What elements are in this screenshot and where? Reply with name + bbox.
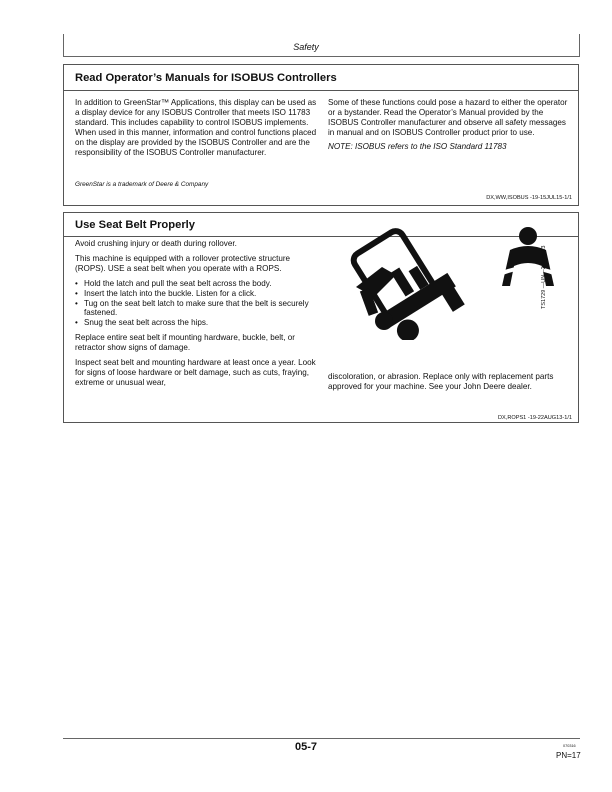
note: NOTE: ISOBUS refers to the ISO Standard 11783	[328, 141, 507, 151]
doc-id: DX,WW,ISOBUS -19-15JUL15-1/1	[486, 195, 572, 201]
page-number: 05-7	[294, 741, 318, 753]
body-paragraph: Some of these functions could pose a hazard to either the operator or a bystander. Read the Operator’s Manual provided by the ISOBUS Controller manufacturer and observe all safety messages in manual and on ISOBUS Controller product prior to use.	[328, 98, 568, 137]
body-paragraph: discoloration, or abrasion. Replace only with replacement parts approved for your machine. See your John Deere dealer.	[328, 372, 554, 391]
body-paragraph: Avoid crushing injury or death during rollover.	[75, 239, 237, 248]
header-rule-bottom	[63, 56, 580, 57]
figure-id: TS1729 —UN—24MAY13	[541, 245, 547, 309]
isobus-safety-block	[63, 64, 579, 206]
title-rule	[64, 90, 578, 91]
trademark-note: GreenStar is a trademark of Deere & Company	[75, 181, 209, 188]
left-column	[75, 98, 321, 157]
left-column	[75, 239, 321, 393]
bullet-item: • Snug the seat belt across the hips.	[75, 318, 321, 328]
footer-code: 070316	[563, 744, 576, 748]
bullet-item: • Hold the latch and pull the seat belt across the body.	[75, 279, 321, 289]
pn-label: PN=17	[556, 751, 581, 760]
running-head: Safety	[293, 42, 319, 52]
bullet-item: • Insert the latch into the buckle. Listen for a click.	[75, 289, 321, 299]
bullet-item: • Tug on the seat belt latch to make sure that the belt is securely fastened.	[75, 299, 321, 319]
seat-belt-icon	[496, 226, 561, 301]
right-column	[328, 372, 574, 392]
rollover-hazard-illustration	[344, 225, 474, 340]
doc-id: DX,ROPS1 -19-22AUG13-1/1	[498, 415, 572, 421]
footer-rule	[63, 738, 580, 739]
body-paragraph: This machine is equipped with a rollover protective structure (ROPS). USE a seat belt when you operate with a ROPS.	[75, 253, 291, 273]
section-title: Read Operator’s Manuals for ISOBUS Controllers	[75, 72, 337, 84]
seat-belt-safety-block	[63, 212, 579, 423]
bullet-list	[75, 279, 321, 329]
section-title: Use Seat Belt Properly	[75, 219, 196, 231]
body-paragraph: In addition to GreenStar™ Applications, this display can be used as a display device for any ISOBUS Controller that meets ISO 11783 standard. This includes capability to control ISOBUS implements. When used in this manner, information and control functions placed on the display are provided by the ISOBUS Controller and are the responsibility of the ISOBUS Controller manufacturer.	[75, 98, 317, 157]
body-paragraph: Replace entire seat belt if mounting hardware, buckle, belt, or retractor show signs of damage.	[75, 333, 296, 353]
body-paragraph: Inspect seat belt and mounting hardware at least once a year. Look for signs of loose hardware or belt damage, such as cuts, fraying, extreme or unusual wear,	[75, 358, 316, 387]
right-column	[328, 98, 574, 152]
